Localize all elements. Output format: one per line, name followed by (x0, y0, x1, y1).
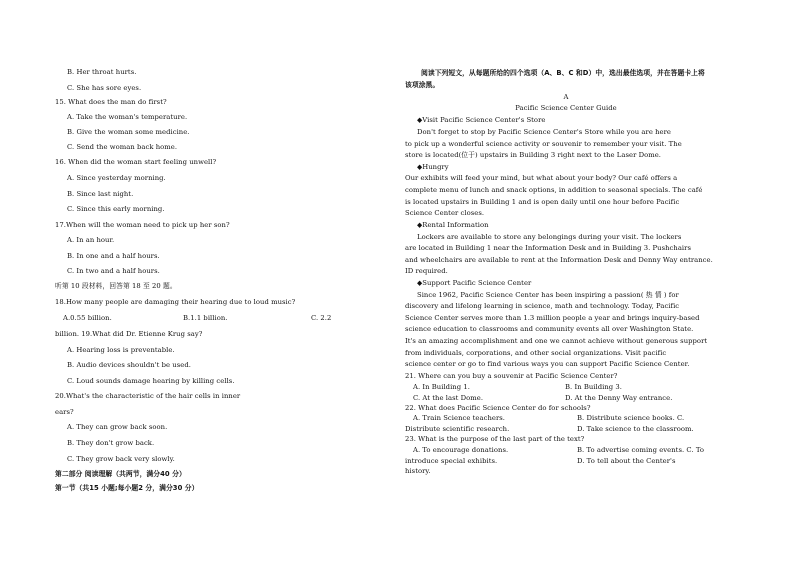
listening-section-10: 听第 10 段材料，回答第 18 至 20 题。 (55, 282, 177, 290)
q17-option-a: A. In an hour. (67, 236, 115, 244)
q14-option-b: B. Her throat hurts. (67, 68, 137, 76)
q19-option-c: C. Loud sounds damage hearing by killing cells. (67, 377, 235, 385)
rental-paragraph-line-3: and wheelchairs are available to rent at the Information Desk and Denny Way entrance. (405, 256, 713, 264)
support-paragraph-line-2: discovery and lifelong learning in science, math and technology. Today, Pacific (405, 302, 680, 310)
rental-heading: ◆Rental Information (417, 221, 489, 229)
support-paragraph-line-7: science center or go to find various ways you can support Pacific Science Center. (405, 360, 690, 368)
q23-option-b: B. To advertise coming events. C. To (577, 446, 705, 454)
q23-option-d-tail: history. (405, 467, 431, 475)
store-paragraph-line-2: to pick up a wonderful science activity or souvenir to remember your visit. The (405, 140, 682, 148)
hungry-heading: ◆Hungry (417, 163, 449, 171)
q21-option-a: A. In Building 1. (413, 383, 470, 391)
support-heading: ◆Support Pacific Science Center (417, 279, 532, 287)
q17-option-c: C. In two and a half hours. (67, 267, 160, 275)
q19-option-a: A. Hearing loss is preventable. (67, 346, 175, 354)
hungry-paragraph-line-4: Science Center closes. (405, 209, 485, 217)
hungry-paragraph-line-3: is located upstairs in Building 1 and is open daily until one hour before Pacific (405, 198, 680, 206)
q20-option-b: B. They don't grow back. (67, 439, 155, 447)
reading-instructions-line-1: 阅读下列短文，从每题所给的四个选项（A、B、C 和D）中，选出最佳选项，并在答题卡上将 (421, 69, 705, 77)
q15-option-b: B. Give the woman some medicine. (67, 128, 190, 136)
support-paragraph-line-6: from individuals, corporations, and other social organizations. Visit pacific (405, 349, 667, 357)
question-23: 23. What is the purpose of the last part of the text? (405, 435, 585, 443)
question-20-line-1: 20.What's the characteristic of the hair cells in inner (55, 392, 241, 400)
rental-paragraph-line-4: ID required. (405, 267, 448, 275)
support-paragraph-line-4: science education to classrooms and community events all over Washington State. (405, 325, 694, 333)
q18-option-b: B.1.1 billion. (183, 314, 228, 322)
q23-option-a: A. To encourage donations. (413, 446, 509, 454)
passage-title: Pacific Science Center Guide (515, 104, 617, 112)
q22-option-a: A. Train Science teachers. (413, 414, 506, 422)
hungry-paragraph-line-2: complete menu of lunch and snack options, in addition to seasonal specials. The café (405, 186, 703, 194)
q17-option-b: B. In one and a half hours. (67, 252, 160, 260)
question-22: 22. What does Pacific Science Center do for schools? (405, 404, 591, 412)
q16-option-a: A. Since yesterday morning. (67, 174, 166, 182)
question-20-line-2: ears? (55, 408, 74, 416)
q16-option-b: B. Since last night. (67, 190, 134, 198)
q20-option-a: A. They can grow back soon. (67, 423, 168, 431)
q21-option-c: C. At the last Dome. (413, 394, 484, 402)
q21-option-b: B. In Building 3. (565, 383, 623, 391)
q23-option-d: D. To tell about the Center's (577, 457, 676, 465)
part-2-heading: 第二部分 阅读理解（共两节，满分40 分） (55, 470, 186, 478)
question-21: 21. Where can you buy a souvenir at Pacific Science Center? (405, 372, 618, 380)
store-paragraph-line-3: store is located(位于) upstairs in Building 3 right next to the Laser Dome. (405, 151, 662, 159)
q20-option-c: C. They grow back very slowly. (67, 455, 175, 463)
rental-paragraph-line-1: Lockers are available to store any belongings during your visit. The lockers (417, 233, 682, 241)
q15-option-a: A. Take the woman's temperature. (67, 113, 188, 121)
q16-option-c: C. Since this early morning. (67, 205, 165, 213)
question-16: 16. When did the woman start feeling unwell? (55, 158, 217, 166)
q14-option-c: C. She has sore eyes. (67, 84, 142, 92)
q23-option-c-text: introduce special exhibits. (405, 457, 498, 465)
store-heading: ◆Visit Pacific Science Center's Store (417, 116, 546, 124)
q18-option-c: C. 2.2 (311, 314, 332, 322)
q18-option-a: A.0.55 billion. (63, 314, 112, 322)
q22-option-c-text: Distribute scientific research. (405, 425, 510, 433)
q15-option-c: C. Send the woman back home. (67, 143, 178, 151)
rental-paragraph-line-2: are located in Building 1 near the Information Desk and in Building 3. Pushchairs (405, 244, 691, 252)
question-15: 15. What does the man do first? (55, 98, 167, 106)
hungry-paragraph-line-1: Our exhibits will feed your mind, but what about your body? Our café offers a (405, 174, 678, 182)
support-paragraph-line-5: It's an amazing accomplishment and one we cannot achieve without generous support (405, 337, 708, 345)
store-paragraph-line-1: Don't forget to stop by Pacific Science Center's Store while you are here (417, 128, 671, 136)
support-paragraph-line-1: Since 1962, Pacific Science Center has been inspiring a passion( 热 情 ) for (417, 291, 679, 299)
q22-option-b: B. Distribute science books. C. (577, 414, 685, 422)
passage-letter: A (563, 93, 569, 101)
q22-option-d: D. Take science to the classroom. (577, 425, 694, 433)
reading-instructions-line-2: 该项涂黑。 (405, 81, 440, 89)
q21-option-d: D. At the Denny Way entrance. (565, 394, 673, 402)
section-1-heading: 第一节（共15 小题;每小题2 分，满分30 分） (55, 484, 199, 492)
support-paragraph-line-3: Science Center serves more than 1.3 million people a year and brings inquiry-based (405, 314, 700, 322)
question-17: 17.When will the woman need to pick up her son? (55, 221, 230, 229)
q19-option-b: B. Audio devices shouldn't be used. (67, 361, 191, 369)
q18-tail-question-19: billion. 19.What did Dr. Etienne Krug say? (55, 330, 203, 338)
question-18: 18.How many people are damaging their hearing due to loud music? (55, 298, 296, 306)
